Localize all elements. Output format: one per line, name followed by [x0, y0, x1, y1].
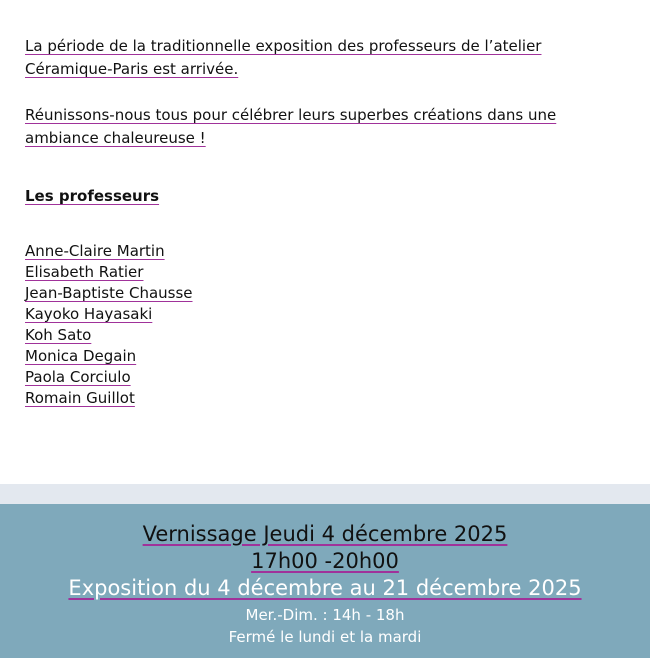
- professor-name[interactable]: Paola Corciulo: [25, 368, 131, 386]
- list-item[interactable]: [25, 325, 625, 346]
- vernissage-hours-link[interactable]: 17h00 -20h00: [251, 549, 399, 573]
- professor-name[interactable]: Monica Degain: [25, 347, 137, 365]
- list-item[interactable]: [25, 367, 625, 388]
- professor-name[interactable]: Romain Guillot: [25, 389, 135, 407]
- closed-days-text: Fermé le lundi et la mardi: [228, 628, 422, 646]
- vernissage-hours-line: [0, 548, 650, 574]
- opening-hours-text: Mer.-Dim. : 14h - 18h: [245, 606, 405, 624]
- event-info-footer: [0, 504, 650, 658]
- professor-name[interactable]: Koh Sato: [25, 326, 92, 344]
- intro-paragraph-2: [25, 104, 625, 150]
- exposition-dates-link[interactable]: Exposition du 4 décembre au 21 décembre 2025: [68, 576, 582, 600]
- professor-name[interactable]: Kayoko Hayasaki: [25, 305, 153, 323]
- intro-paragraph-1-line-2[interactable]: Céramique-Paris est arrivée.: [25, 60, 239, 78]
- professor-name[interactable]: Jean-Baptiste Chausse: [25, 284, 193, 302]
- intro-paragraph-1-line-1[interactable]: La période de la traditionnelle exposition des professeurs de l’atelier: [25, 37, 542, 55]
- list-item[interactable]: [25, 241, 625, 262]
- list-item[interactable]: [25, 388, 625, 409]
- professors-list: [25, 241, 625, 409]
- vernissage-date-link[interactable]: Vernissage Jeudi 4 décembre 2025: [142, 522, 508, 546]
- separator-band: [0, 484, 650, 504]
- intro-paragraph-1: [25, 35, 625, 81]
- list-item[interactable]: [25, 304, 625, 325]
- intro-paragraph-2-line-1[interactable]: Réunissons-nous tous pour célébrer leurs superbes créations dans une: [25, 106, 557, 124]
- main-content: [25, 35, 625, 409]
- list-item[interactable]: [25, 283, 625, 304]
- vernissage-line: [0, 521, 650, 548]
- intro-paragraph-2-line-2[interactable]: ambiance chaleureuse !: [25, 129, 206, 147]
- professor-name[interactable]: Anne-Claire Martin: [25, 242, 165, 260]
- professors-heading[interactable]: Les professeurs: [25, 187, 160, 205]
- list-item[interactable]: [25, 262, 625, 283]
- list-item[interactable]: [25, 346, 625, 367]
- exposition-line: [0, 574, 650, 602]
- professor-name[interactable]: Elisabeth Ratier: [25, 263, 144, 281]
